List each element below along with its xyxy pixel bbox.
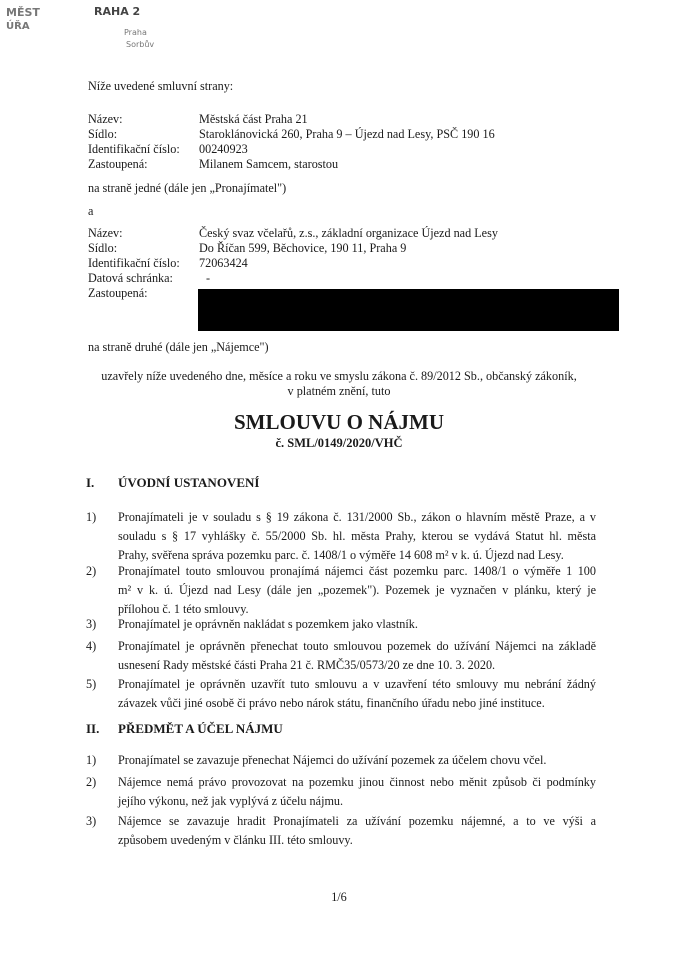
contract-number: č. SML/0149/2020/VHČ (275, 436, 403, 450)
item-number: 2) (86, 775, 97, 789)
paragraph-line: Pronajímatel je oprávněn nakládat s pozemkem jako vlastník. (118, 617, 418, 631)
office-stamp (6, 2, 176, 64)
contract-title: SMLOUVU O NÁJMU (234, 410, 444, 434)
paragraph-line: Pronajímatel je oprávněn uzavřít tuto smlouvu a v uzavření této smlouvy mu nebrání žádný (118, 677, 596, 691)
item-number: 1) (86, 510, 97, 524)
paragraph-line: jejího výkonu, než jak vyplývá z účelu nájmu. (118, 794, 344, 808)
party1-rep: Milanem Samcem, starostou (199, 157, 339, 171)
paragraph (118, 615, 596, 634)
intro-text: Níže uvedené smluvní strany: (88, 79, 234, 93)
stamp-line: MĚST (6, 6, 40, 19)
paragraph (118, 562, 596, 619)
page-number: 1/6 (331, 890, 347, 904)
paragraph (118, 751, 596, 770)
paragraph-line: způsobem uvedeným v článku III. této smlouvy. (118, 833, 353, 847)
item-number: 3) (86, 617, 97, 631)
party1-label-rep: Zastoupená: (88, 157, 148, 171)
paragraph-line: Nájemce se zavazuje hradit Pronajímateli za užívání pozemku nájemné, a to ve výši a (118, 814, 596, 828)
paragraph (118, 508, 596, 565)
party2-databox: - (206, 271, 211, 285)
paragraph-line: Pronajímateli je v souladu s § 19 zákona č. 131/2000 Sb., zákon o hlavním městě Praze, a v (118, 510, 596, 524)
party2-id: 72063424 (199, 256, 248, 270)
party2-label-databox: Datová schránka: (88, 271, 173, 285)
party1-label-seat: Sídlo: (88, 127, 118, 141)
section2-numeral: II. (86, 721, 100, 736)
party2-role: na straně druhé (dále jen „Nájemce") (88, 340, 269, 354)
party1-role: na straně jedné (dále jen „Pronajímatel") (88, 181, 287, 195)
stamp-line: Praha (124, 28, 147, 37)
party1-label-id: Identifikační číslo: (88, 142, 180, 156)
party2-label-seat: Sídlo: (88, 241, 118, 255)
paragraph-line: přílohou č. 1 této smlouvy. (118, 602, 249, 616)
party1-label-name: Název: (88, 112, 123, 126)
party2-name: Český svaz včelařů, z.s., základní organizace Újezd nad Lesy (199, 226, 498, 240)
redaction-block (198, 289, 619, 331)
party1-name: Městská část Praha 21 (199, 112, 308, 126)
section1-numeral: I. (86, 475, 95, 490)
section2-heading: PŘEDMĚT A ÚČEL NÁJMU (118, 721, 283, 736)
paragraph-line: závazek vůči jiné osobě či právo nebo nárok státu, finančního úřadu nebo jiné instituce. (118, 696, 545, 710)
paragraph-line: Prahy, svěřena správa pozemku parc. č. 1408/1 o výměře 14 608 m² v k. ú. Újezd nad Lesy. (118, 548, 564, 562)
paragraph-line: souladu s § 17 vyhlášky č. 55/2000 Sb. hl. města Prahy, kterou se vydává Statut hl. města (118, 529, 596, 543)
party2-label-name: Název: (88, 226, 123, 240)
paragraph-line: m² v k. ú. Újezd nad Lesy (dále jen „pozemek"). Pozemek je vyznačen v plánku, který je (118, 583, 596, 597)
paragraph (118, 637, 596, 675)
party2-label-rep: Zastoupená: (88, 286, 148, 300)
paragraph-line: usnesení Rady městské části Praha 21 č. RMČ35/0573/20 ze dne 10. 3. 2020. (118, 658, 496, 672)
paragraph (118, 675, 596, 713)
paragraph-line: Pronajímatel se zavazuje přenechat Nájemci do užívání pozemek za účelem chovu včel. (118, 753, 547, 767)
paragraph-line: Nájemce nemá právo provozovat na pozemku jinou činnost nebo měnit způsob či podmínky (118, 775, 596, 789)
party1-id: 00240923 (199, 142, 248, 156)
party2-seat: Do Říčan 599, Běchovice, 190 11, Praha 9 (199, 241, 407, 255)
preamble-line: v platném znění, tuto (287, 384, 391, 398)
item-number: 2) (86, 564, 97, 578)
paragraph-line: Pronajímatel touto smlouvou pronajímá nájemci část pozemku parc. 1408/1 o výměře 1 100 (118, 564, 596, 578)
paragraph (118, 812, 596, 850)
preamble-line: uzavřely níže uvedeného dne, měsíce a roku ve smyslu zákona č. 89/2012 Sb., občanský zákoník, (101, 369, 577, 383)
stamp-line: Sorbův (126, 40, 155, 49)
item-number: 1) (86, 753, 97, 767)
party2-label-id: Identifikační číslo: (88, 256, 180, 270)
stamp-line: RAHA 2 (94, 5, 141, 18)
conjunction: a (88, 204, 94, 218)
item-number: 4) (86, 639, 97, 653)
party1-seat: Staroklánovická 260, Praha 9 – Újezd nad Lesy, PSČ 190 16 (199, 127, 495, 141)
stamp-line: ÚŘA (6, 21, 30, 32)
item-number: 3) (86, 814, 97, 828)
paragraph-line: Pronajímatel je oprávněn přenechat touto smlouvou pozemek do užívání Nájemci na základě (118, 639, 596, 653)
paragraph (118, 773, 596, 811)
item-number: 5) (86, 677, 97, 691)
section1-heading: ÚVODNÍ USTANOVENÍ (118, 475, 260, 490)
